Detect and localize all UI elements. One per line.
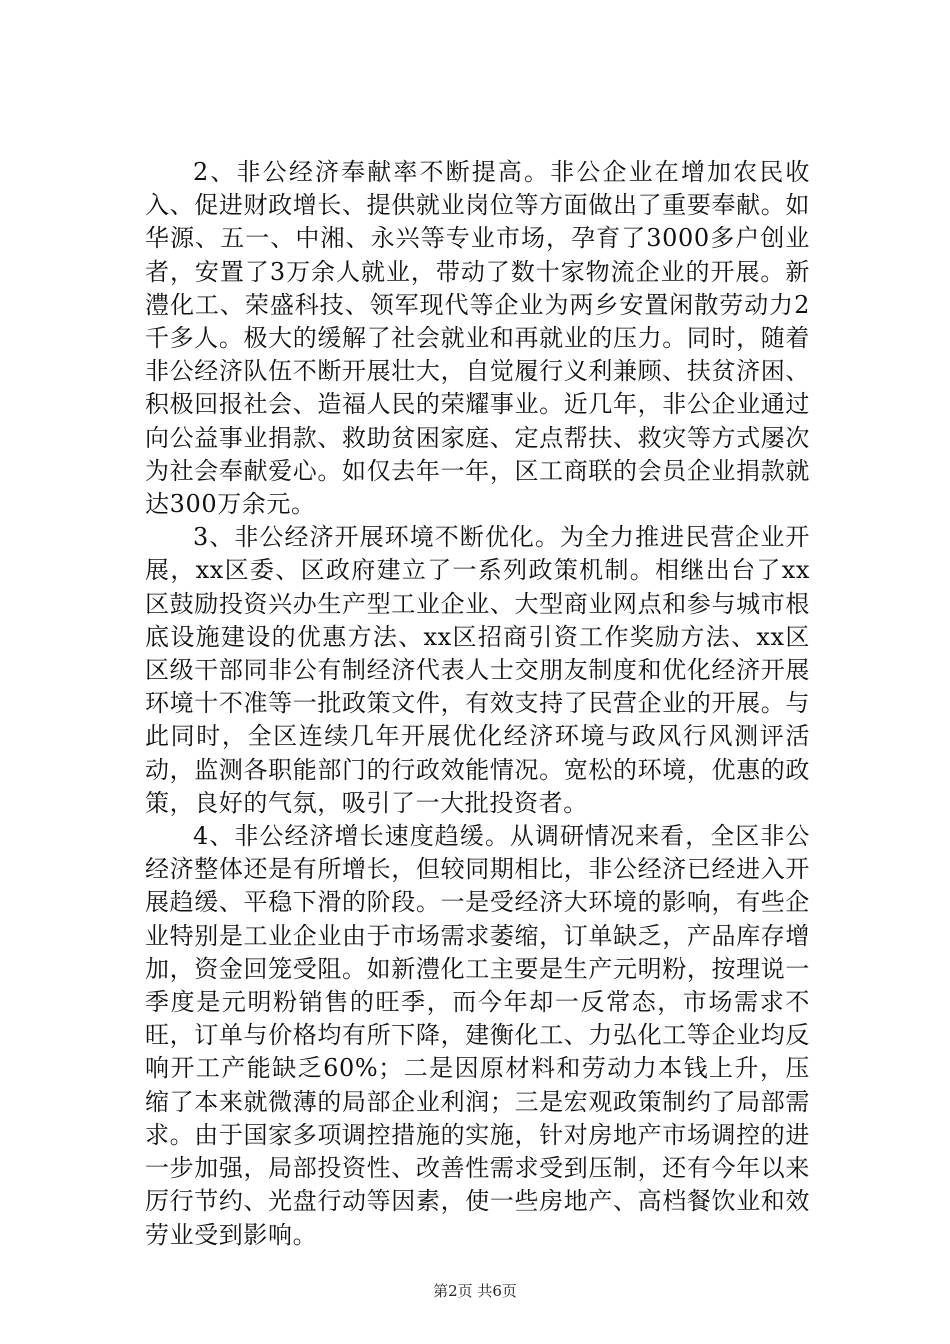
paragraph-growth-slowdown: 4、非公经济增长速度趋缓。从调研情况来看，全区非公经济整体还是有所增长，但较同期相比，非公经济已经进入开展趋缓、平稳下滑的阶段。一是受经济大环境的影响，有些企业特别是工业企业由于市场需求萎缩，订单缺乏，产品库存增加，资金回笼受阻。如新澧化工主要是生产元明粉，按理说一季度是元明粉销售的旺季，而今年却一反常态，市场需求不旺，订单与价格均有所下降，建衡化工、力弘化工等企业均反响开工产能缺乏60%；二是因原材料和劳动力本钱上升，压缩了本来就微薄的局部企业利润；三是宏观政策制约了局部需求。由于国家多项调控措施的实施，针对房地产市场调控的进一步加强，局部投资性、改善性需求受到压制，还有今年以来厉行节约、光盘行动等因素，使一些房地产、高档餐饮业和效劳业受到影响。 bbox=[145, 822, 810, 1249]
page-footer: 第2页 共6页 bbox=[433, 1282, 517, 1300]
paragraph-contribution: 2、非公经济奉献率不断提高。非公企业在增加农民收入、促进财政增长、提供就业岗位等方面做出了重要奉献。如华源、五一、中湘、永兴等专业市场，孕育了3000多户创业者，安置了3万余人就业，带动了数十家物流企业的开展。新澧化工、荣盛科技、领军现代等企业为两乡安置闲散劳动力2千多人。极大的缓解了社会就业和再就业的压力。同时，随着非公经济队伍不断开展壮大，自觉履行义利兼顾、扶贫济困、积极回报社会、造福人民的荣耀事业。近几年，非公企业通过向公益事业捐款、救助贫困家庭、定点帮扶、救灾等方式屡次为社会奉献爱心。如仅去年一年，区工商联的会员企业捐款就达300万余元。 bbox=[145, 158, 810, 519]
paragraph-environment: 3、非公经济开展环境不断优化。为全力推进民营企业开展，xx区委、区政府建立了一系列政策机制。相继出台了xx区鼓励投资兴办生产型工业企业、大型商业网点和参与城市根底设施建设的优惠方法、xx区招商引资工作奖励方法、xx区区级干部同非公有制经济代表人士交朋友制度和优化经济开展环境十不准等一批政策文件，有效支持了民营企业的开展。与此同时，全区连续几年开展优化经济环境与政风行风测评活动，监测各职能部门的行政效能情况。宽松的环境，优惠的政策，良好的气氛，吸引了一大批投资者。 bbox=[145, 523, 810, 817]
document-body bbox=[145, 156, 810, 1252]
